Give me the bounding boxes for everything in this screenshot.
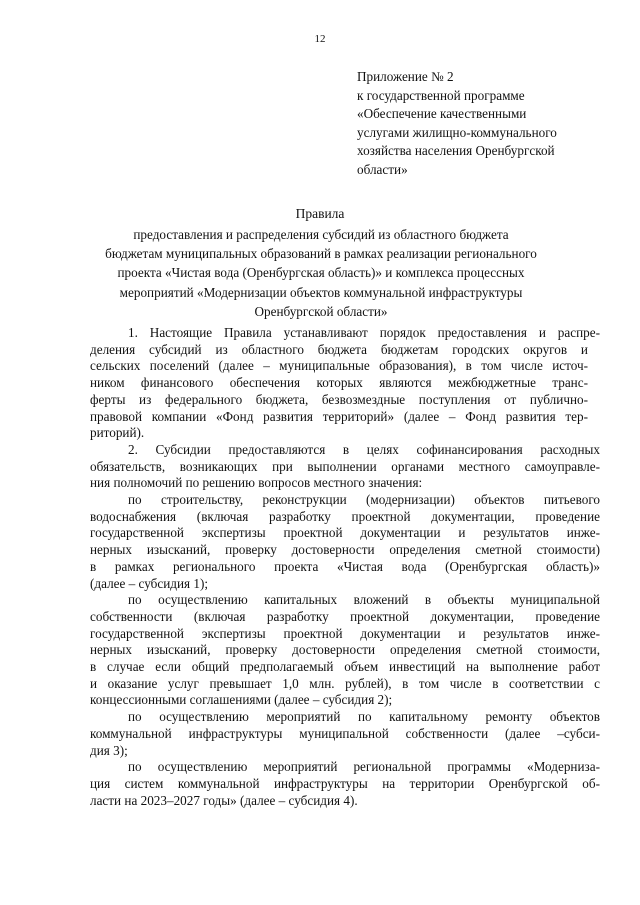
paragraph-line: по осуществлению капитальных вложений в объекты муниципальной: [128, 592, 600, 608]
paragraph-line: коммунальной инфраструктуры муниципальной собственности (далее –субси-: [90, 725, 600, 741]
paragraph-line: государственной экспертизы проектной документации и результатов инже-: [90, 625, 600, 641]
appendix-line: Приложение № 2: [357, 69, 454, 84]
paragraph-line: 1. Настоящие Правила устанавливают порядок предоставления и распре-: [128, 325, 600, 340]
subtitle-line: Оренбургской области»: [254, 303, 388, 319]
paragraph-line: ция систем коммунальной инфраструктуры на территории Оренбургской об-: [90, 775, 600, 791]
paragraph-line: и оказание услуг превышает 1,0 млн. рублей), в том числе в соответствии с: [90, 675, 600, 691]
paragraph-2: [90, 442, 600, 492]
paragraph-line: ферты из федерального бюджета, безвозмездные поступления от публично-: [90, 391, 588, 407]
paragraph-line: сельских поселений (далее – муниципальные образования), в том числе источ-: [90, 358, 588, 374]
subtitle-line: проекта «Чистая вода (Оренбургская область)» и комплекса процессных: [117, 265, 525, 281]
appendix-line: услугами жилищно-коммунального: [357, 124, 557, 140]
paragraph-line: правовой компании «Фонд развития территорий» (далее – Фонд развития тер-: [90, 408, 588, 424]
subtitle-line: мероприятий «Модернизации объектов коммунальной инфраструктуры: [119, 284, 523, 300]
paragraph-line: концессионными соглашениями (далее – субсидия 2);: [90, 692, 393, 708]
paragraph-line: ния полномочий по решению вопросов местного значения:: [90, 475, 423, 491]
paragraph-line: собственности (включая разработку проектной документации, проведение: [90, 608, 600, 624]
paragraph-line: по осуществлению мероприятий по капитальному ремонту объектов: [128, 709, 600, 725]
appendix-header: [357, 68, 607, 180]
page-number: 12: [314, 33, 326, 45]
paragraph-line: обязательств, возникающих при выполнении органами местного самоуправле-: [90, 458, 600, 474]
paragraph-line: (далее – субсидия 1);: [90, 575, 209, 591]
subtitle-line: предоставления и распределения субсидий из областного бюджета: [133, 227, 509, 242]
paragraph-line: 2. Субсидии предоставляются в целях софинансирования расходных: [128, 441, 600, 457]
paragraph-line: дия 3);: [90, 742, 128, 758]
appendix-line: «Обеспечение качественными: [357, 106, 527, 122]
paragraph-line: по осуществлению мероприятий региональной программы «Модерниза-: [128, 759, 600, 775]
paragraph-line: государственной экспертизы проектной документации и результатов инже-: [90, 525, 600, 541]
paragraph-line: деления субсидий из областного бюджета бюджетам городских округов и: [90, 341, 588, 357]
paragraph-subsidy-2: [90, 592, 600, 709]
paragraph-line: в рамках регионального проекта «Чистая вода (Оренбургская область)»: [90, 558, 600, 574]
document-title: Правила: [295, 206, 345, 221]
paragraph-line: в случае если общий предполагаемый объем инвестиций на выполнение работ: [90, 659, 600, 675]
paragraph-line: нерных изысканий, проверку достоверности определения сметной стоимости): [90, 542, 600, 558]
paragraph-line: ником финансового обеспечения которых являются межбюджетные транс-: [90, 375, 588, 391]
paragraph-subsidy-3: [90, 709, 600, 759]
paragraph-subsidy-4: [90, 759, 600, 809]
subtitle-line: бюджетам муниципальных образований в рамках реализации регионального: [105, 246, 537, 262]
paragraph-line: ласти на 2023–2027 годы» (далее – субсидия 4).: [90, 792, 358, 808]
document-body: [90, 325, 600, 809]
paragraph-line: риторий).: [90, 425, 145, 441]
paragraph-subsidy-1: [90, 492, 600, 592]
appendix-line: области»: [357, 161, 408, 177]
paragraph-line: нерных изысканий, проверку достоверности определения сметной стоимости,: [90, 642, 600, 658]
document-subtitle: [90, 225, 552, 321]
appendix-line: хозяйства населения Оренбургской: [357, 143, 555, 159]
appendix-line: к государственной программе: [357, 87, 525, 103]
paragraph-line: водоснабжения (включая разработку проектной документации, проведение: [90, 508, 600, 524]
paragraph-1: [90, 325, 600, 442]
paragraph-line: по строительству, реконструкции (модернизации) объектов питьевого: [128, 492, 600, 508]
